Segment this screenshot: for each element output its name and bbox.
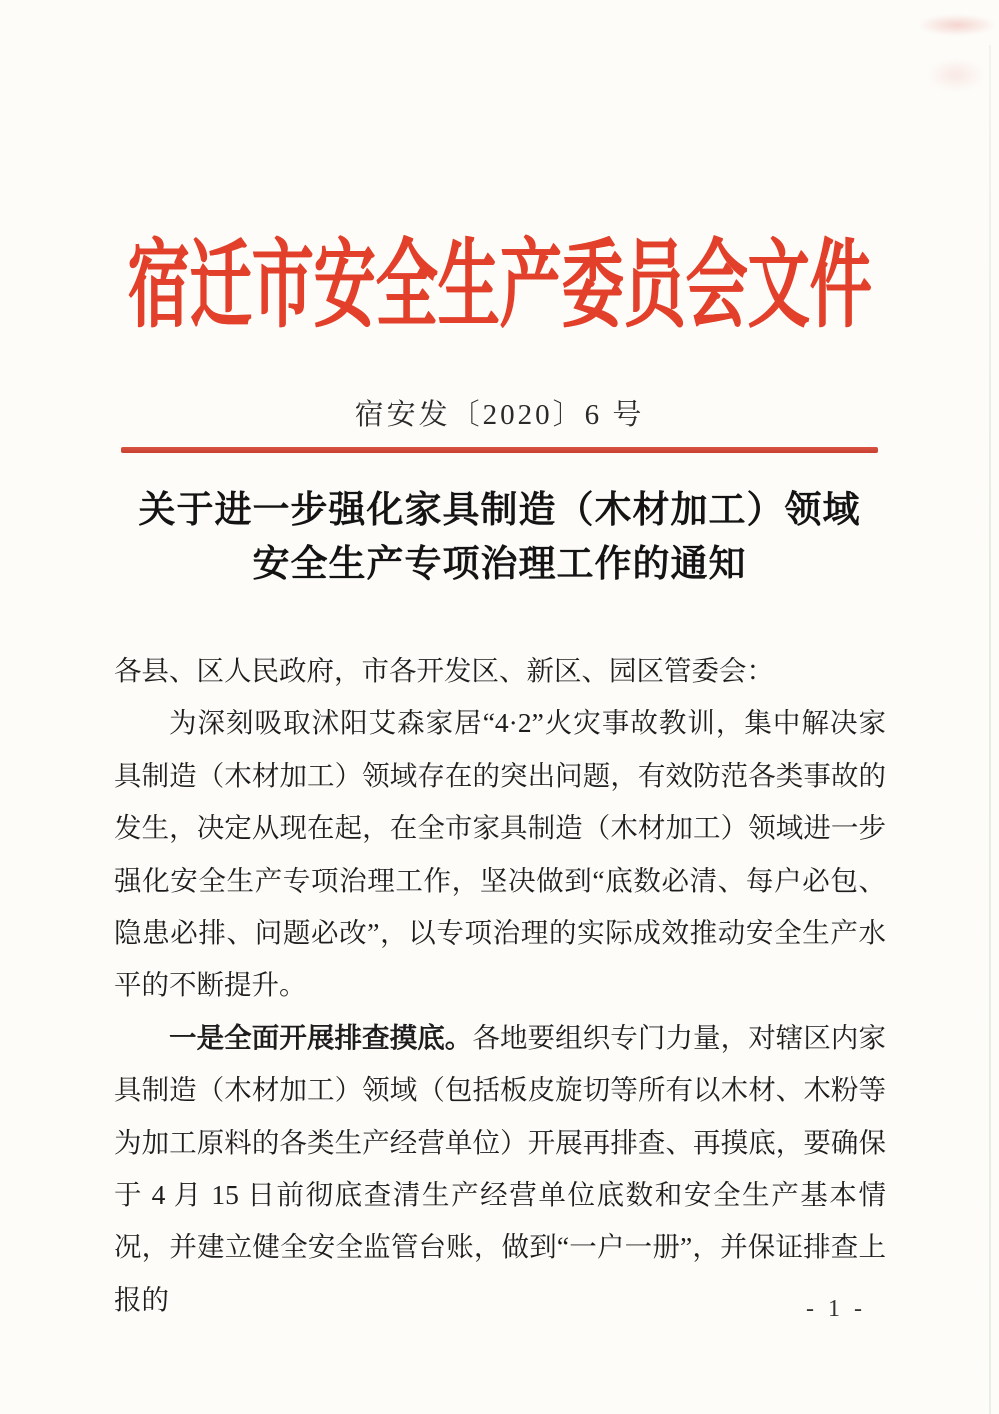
- salutation: 各县、区人民政府，市各开发区、新区、园区管委会：: [114, 655, 774, 686]
- document-number: 宿安发〔2020〕6 号: [354, 399, 645, 431]
- document-title: [60, 484, 939, 592]
- paragraph-2: [114, 1012, 886, 1326]
- paragraph-2-rest: 各地要组织专门力量，对辖区内家具制造（木材加工）领域（包括板皮旋切等所有以木材、木粉等为加工原料的各类生产经营单位）开展再排查、再摸底，要确保于 4 月 15 日前彻底查清生产经营单位底数和安全生产基本情况，并建立健全安全监管台账，做到“一户一册”，并保证排查上报的: [114, 1021, 887, 1315]
- red-separator-line: [121, 447, 878, 453]
- scan-smudge: [927, 58, 985, 92]
- paragraph-1: 为深刻吸取沭阳艾森家居“4·2”火灾事故教训，集中解决家具制造（木材加工）领域存在的突出问题，有效防范各类事故的发生，决定从现在起，在全市家具制造（木材加工）领域进一步强化安全生产专项治理工作，坚决做到“底数必清、每户必包、隐患必排、问题必改”，以专项治理的实际成效推动安全生产水平的不断提升。: [114, 707, 886, 1001]
- document-body: [114, 645, 886, 1326]
- document-title-line2: 安全生产专项治理工作的通知: [252, 544, 747, 585]
- document-title-line1: 关于进一步强化家具制造（木材加工）领域: [138, 490, 861, 531]
- page-number: - 1 -: [806, 1296, 866, 1322]
- scan-smudge: [917, 14, 997, 36]
- agency-header-title: 宿迁市安全生产委员会文件: [127, 234, 872, 340]
- paragraph-2-lead: 一是全面开展排查摸底。: [169, 1021, 473, 1053]
